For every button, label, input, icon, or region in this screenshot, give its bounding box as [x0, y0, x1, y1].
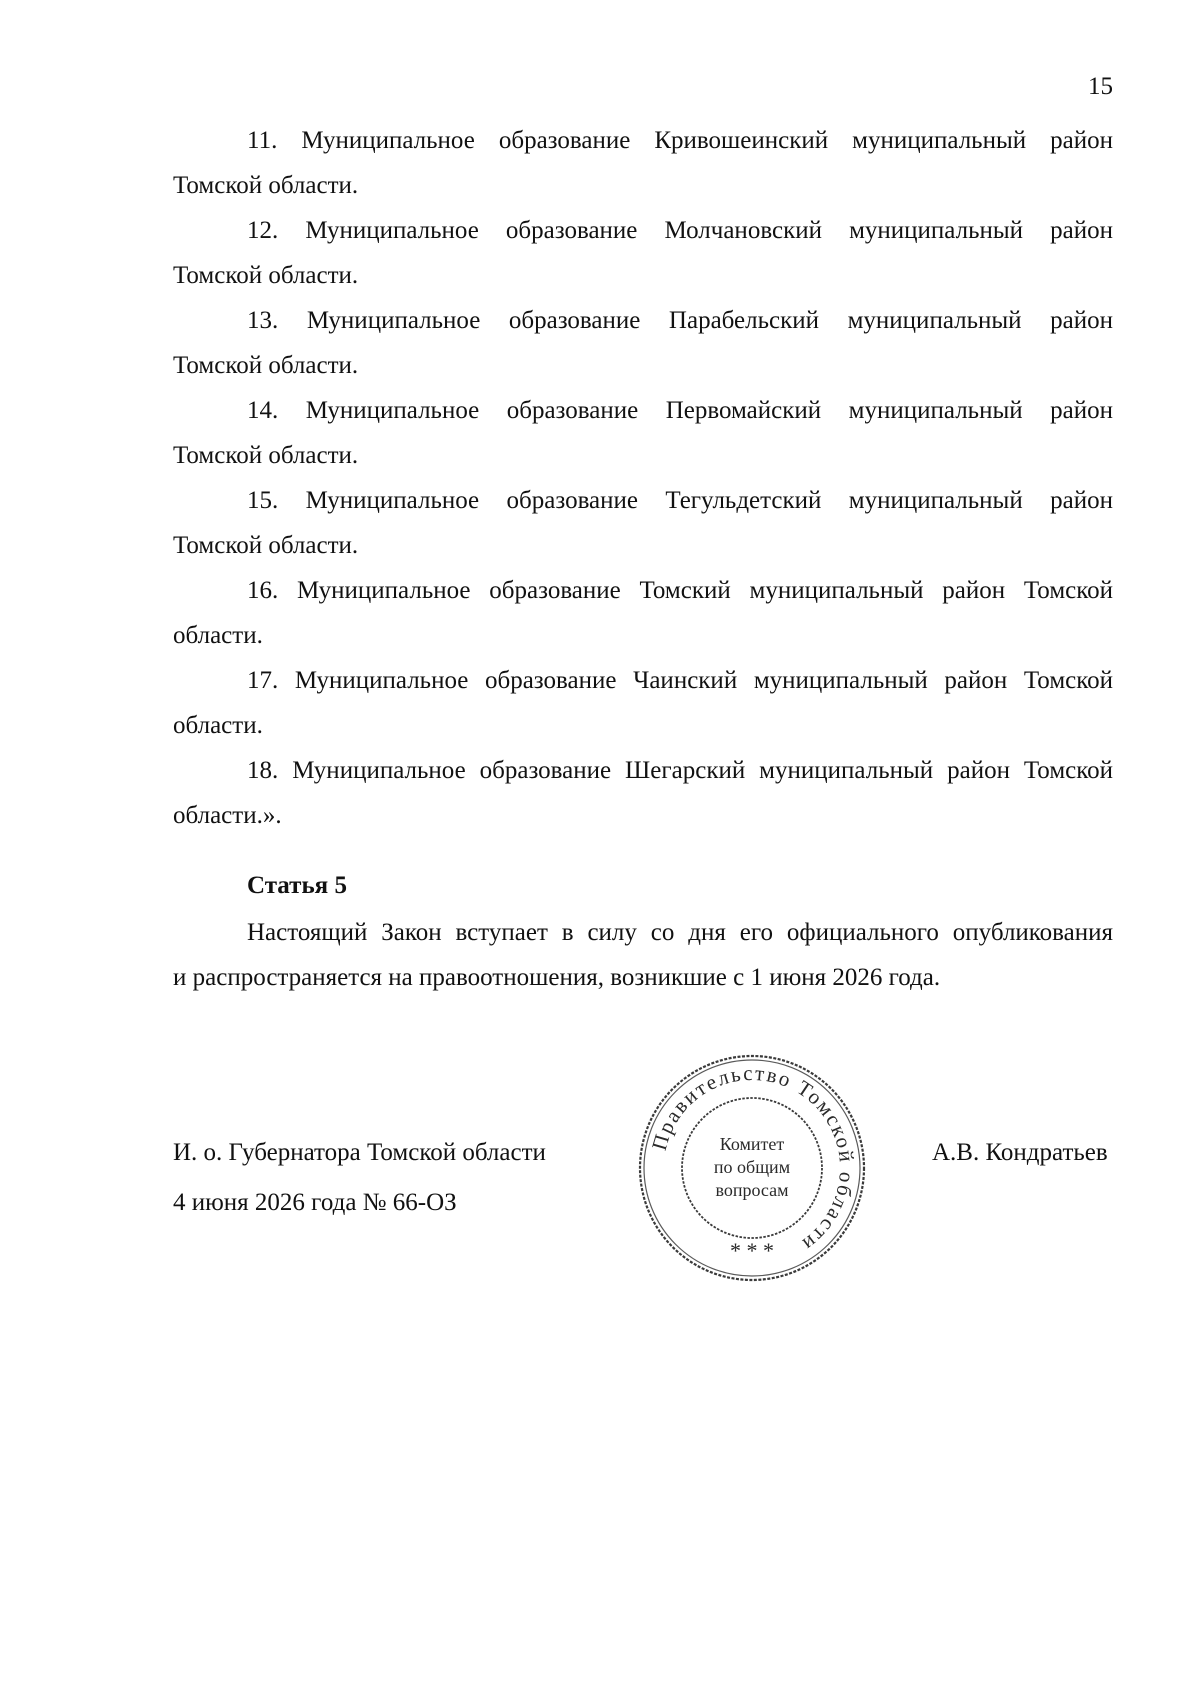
signatory-position: И. о. Губернатора Томской области — [173, 1139, 546, 1166]
list-item-continuation: Томской области. — [173, 172, 359, 199]
list-item-continuation: Томской области. — [173, 532, 359, 559]
list-item-line: 13. Муниципальное образование Парабельский муниципальный район — [247, 307, 1113, 334]
list-item-continuation: Томской области. — [173, 352, 359, 379]
list-item-continuation: области. — [173, 712, 263, 739]
list-item — [173, 478, 1113, 568]
official-seal — [636, 1052, 868, 1284]
seal-center-line-1: Комитет — [719, 1134, 785, 1154]
seal-center-line-2: по общим — [713, 1157, 791, 1177]
list-item — [173, 388, 1113, 478]
seal-stars: * * * — [730, 1238, 774, 1263]
list-item — [173, 658, 1113, 748]
list-item — [173, 118, 1113, 208]
article-body-line: Настоящий Закон вступает в силу со дня его официального опубликования — [247, 919, 1113, 946]
list-item-continuation: Томской области. — [173, 442, 359, 469]
article-title: Статья 5 — [247, 872, 347, 899]
list-item-line: 16. Муниципальное образование Томский муниципальный район Томской — [247, 577, 1113, 604]
list-item-line: 12. Муниципальное образование Молчановский муниципальный район — [247, 217, 1113, 244]
list-item — [173, 748, 1113, 838]
seal-graphic — [636, 1052, 868, 1284]
list-item-line: 18. Муниципальное образование Шегарский муниципальный район Томской — [247, 757, 1113, 784]
list-item — [173, 298, 1113, 388]
law-date-number: 4 июня 2026 года № 66-ОЗ — [173, 1189, 457, 1216]
seal-center-line-3: вопросам — [715, 1180, 789, 1200]
list-item-line: 17. Муниципальное образование Чаинский муниципальный район Томской — [247, 667, 1113, 694]
list-item — [173, 208, 1113, 298]
signature-block — [173, 1128, 546, 1228]
list-item — [173, 568, 1113, 658]
article-body — [173, 910, 1113, 1000]
list-item-line: 11. Муниципальное образование Кривошеинский муниципальный район — [247, 127, 1113, 154]
list-item-line: 15. Муниципальное образование Тегульдетский муниципальный район — [247, 487, 1113, 514]
article-body-continuation: и распространяется на правоотношения, возникшие с 1 июня 2026 года. — [173, 964, 941, 991]
list-item-continuation: области.». — [173, 802, 282, 829]
municipality-list — [173, 118, 1113, 838]
page-number: 15 — [1088, 73, 1113, 100]
list-item-continuation: области. — [173, 622, 263, 649]
list-item-continuation: Томской области. — [173, 262, 359, 289]
signatory-name: А.В. Кондратьев — [932, 1139, 1108, 1166]
list-item-line: 14. Муниципальное образование Первомайский муниципальный район — [247, 397, 1113, 424]
seal-ring-text: Правительство Томской области — [646, 1060, 860, 1258]
